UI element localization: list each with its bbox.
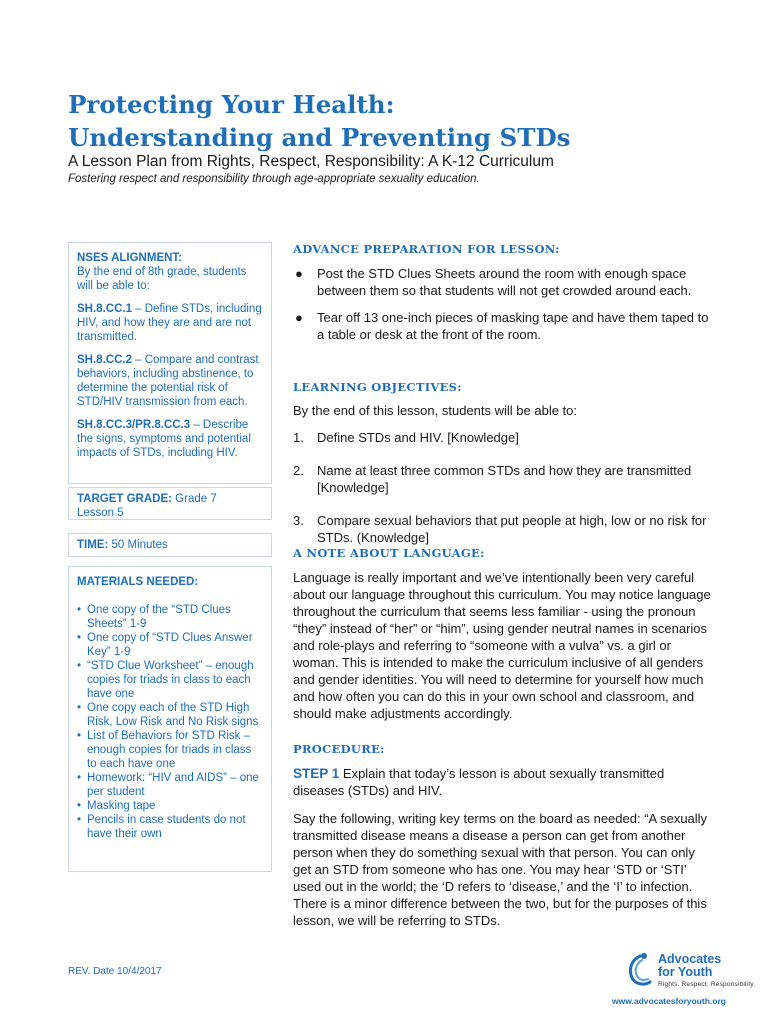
procedure-section <box>293 741 713 929</box>
list-item: • Homework: “HIV and AIDS” – one per student <box>77 771 263 799</box>
logo-line-2: for Youth <box>658 965 713 979</box>
language-text: Language is really important and we’ve intentionally been very careful about our language throughout this curriculum. You may notice language throughout the curriculum that seems less familiar - using the pronoun “they” instead of “her” or “him”, using gender neutral names in scenarios and role-plays and referring to “someone with a vulva” vs. a girl or woman. This is intended to make the curriculum inclusive of all genders and gender identities. You will need to determine for yourself how much and how often you can do this in your own school and classroom, and should make adjustments accordingly. <box>293 570 711 721</box>
item-number: 1. <box>293 430 304 445</box>
title-line-1: Protecting Your Health: <box>68 90 395 119</box>
logo-line-1: Advocates <box>658 952 722 966</box>
website-link[interactable]: www.advocatesforyouth.org <box>612 996 726 1006</box>
nses-alignment-box <box>68 242 272 484</box>
time-box <box>68 533 272 557</box>
item-number: 2. <box>293 463 304 478</box>
target-grade <box>77 492 263 506</box>
revision-date: REV. Date 10/4/2017 <box>68 966 162 977</box>
list-item: • “STD Clue Worksheet” – enough copies for triads in class to each have one <box>77 659 263 701</box>
list-item-text: Post the STD Clues Sheets around the room with enough space between them so that students will not get crowded around each. <box>317 266 692 298</box>
list-item: • One copy of the “STD Clues Sheets” 1-9 <box>77 603 263 631</box>
item-number: 3. <box>293 513 304 528</box>
advance-heading: ADVANCE PREPARATION FOR LESSON: <box>293 242 560 256</box>
nses-standard-3 <box>77 418 263 460</box>
procedure-heading: PROCEDURE: <box>293 742 385 756</box>
target-grade-box <box>68 487 272 520</box>
list-item <box>293 462 713 496</box>
language-heading: A NOTE ABOUT LANGUAGE: <box>293 546 485 560</box>
nses-standard-2 <box>77 353 263 409</box>
list-item: • One copy each of the STD High Risk, Low Risk and No Risk signs <box>77 701 263 729</box>
nses-standard-1 <box>77 302 263 344</box>
advocates-logo-icon <box>622 950 658 990</box>
standard-code: SH.8.CC.3/PR.8.CC.3 <box>77 419 191 431</box>
grade-value: Grade 7 <box>171 493 217 505</box>
materials-list <box>77 603 263 841</box>
logo-tagline: Rights. Respect. Responsibility. <box>658 981 756 988</box>
nses-heading: NSES ALIGNMENT: <box>77 252 182 264</box>
list-item <box>293 429 713 446</box>
time-value: 50 Minutes <box>108 539 168 551</box>
materials-heading: MATERIALS NEEDED: <box>77 576 199 588</box>
time-label: TIME: <box>77 539 109 551</box>
list-item: • Pencils in case students do not have their own <box>77 813 263 841</box>
materials-box <box>68 566 272 872</box>
standard-code: SH.8.CC.2 <box>77 354 132 366</box>
standard-text: – Define STDs, including HIV, and how they are and are not transmitted. <box>77 303 262 343</box>
list-item <box>293 512 713 546</box>
procedure-paragraph: Say the following, writing key terms on the board as needed: “A sexually transmitted disease means a disease a person can get from another person when they do something sexual with that person. You can only get an STD from someone who has one. You may hear ‘STD or ‘STI’ used out in the world; the ‘D refers to ‘disease,’ and the ‘I’ to infection. There is a minor difference between the two, but for the purposes of this lesson, we will be referring to STDs. <box>293 811 708 928</box>
objectives-heading: LEARNING OBJECTIVES: <box>293 380 462 394</box>
nses-intro: By the end of 8th grade, students will be able to: <box>77 266 247 292</box>
objectives-intro: By the end of this lesson, students will be able to: <box>293 403 578 418</box>
list-item-text: Name at least three common STDs and how they are transmitted [Knowledge] <box>317 463 692 495</box>
tagline: Fostering respect and responsibility through age-appropriate sexuality education. <box>68 173 480 185</box>
subtitle: A Lesson Plan from Rights, Respect, Responsibility: A K-12 Curriculum <box>68 153 554 170</box>
step-label: STEP 1 <box>293 766 340 781</box>
list-item: • List of Behaviors for STD Risk – enough copies for triads in class to each have one <box>77 729 263 771</box>
list-item: ● Post the STD Clues Sheets around the room with enough space between them so that students will not get crowded around each. <box>295 266 692 298</box>
list-item-text: Compare sexual behaviors that put people at high, low or no risk for STDs. (Knowledge] <box>317 513 707 545</box>
list-item-text: Tear off 13 one-inch pieces of masking tape and have them taped to a table or desk at the front of the room. <box>317 310 709 342</box>
standard-code: SH.8.CC.1 <box>77 303 132 315</box>
language-note-section <box>293 545 713 722</box>
list-item-text: Define STDs and HIV. [Knowledge] <box>317 430 519 445</box>
step-text: Explain that today’s lesson is about sexually transmitted diseases (STDs) and HIV. <box>293 766 665 798</box>
standard-text: – Describe the signs, symptoms and potential impacts of STDs, including HIV. <box>77 419 251 459</box>
step-1 <box>293 765 713 799</box>
title-line-2: Understanding and Preventing STDs <box>68 123 571 152</box>
list-item: ● Tear off 13 one-inch pieces of masking tape and have them taped to a table or desk at the front of the room. <box>295 310 709 342</box>
document-title <box>68 88 708 154</box>
list-item: • One copy of “STD Clues Answer Key” 1-9 <box>77 631 263 659</box>
standard-text: – Compare and contrast behaviors, including abstinence, to determine the potential risk of STD/HIV transmission from each. <box>77 354 259 408</box>
learning-objectives-section <box>293 379 713 556</box>
advance-preparation-section <box>293 241 713 353</box>
lesson-number: Lesson 5 <box>77 507 124 519</box>
list-item: • Masking tape <box>77 799 263 813</box>
grade-label: TARGET GRADE: <box>77 493 172 505</box>
